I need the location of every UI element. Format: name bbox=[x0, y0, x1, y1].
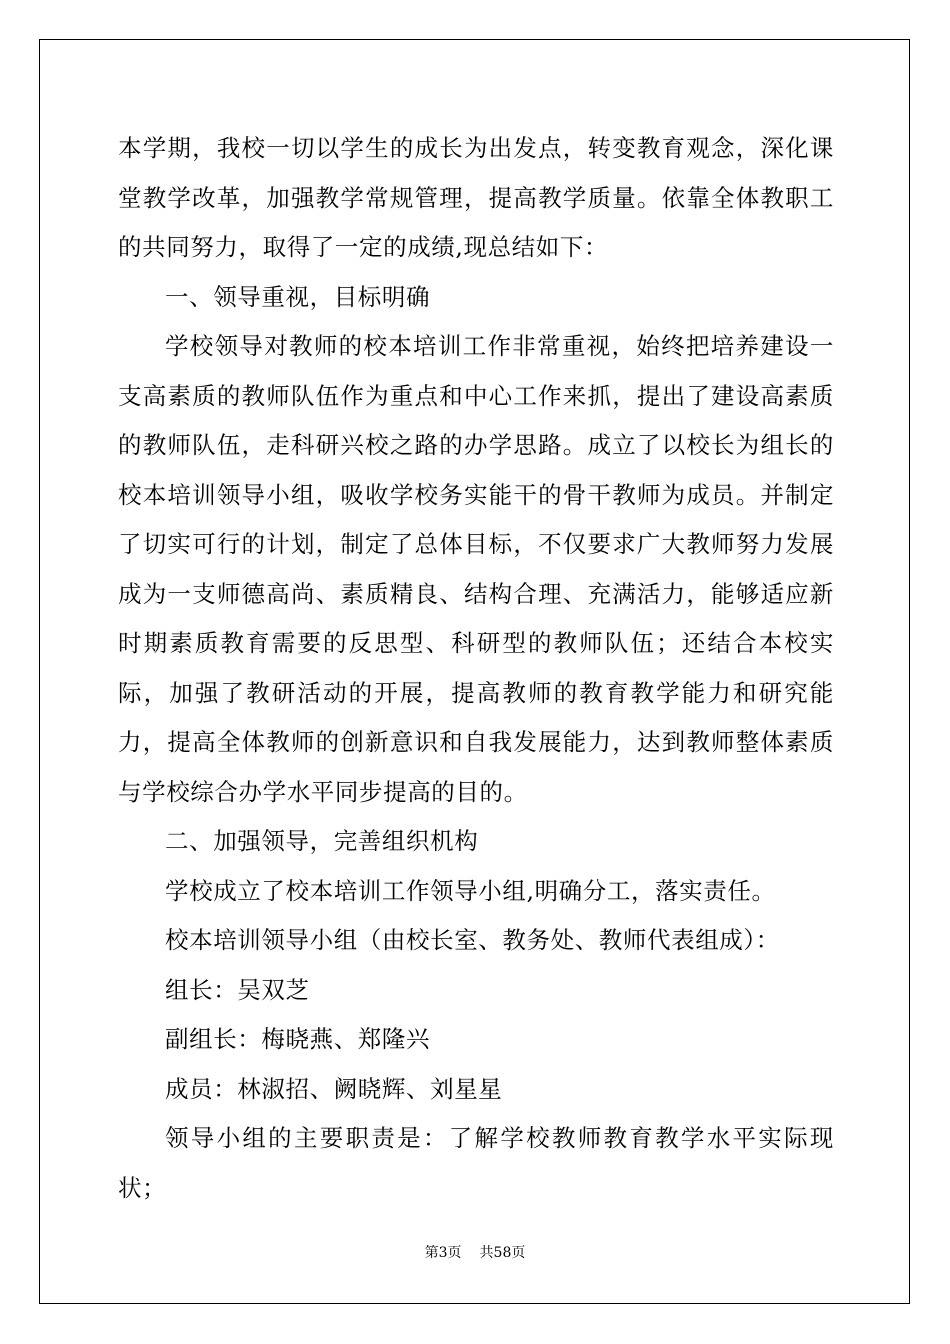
paragraph-group-composition: 校本培训领导小组（由校长室、教务处、教师代表组成）： bbox=[165, 926, 780, 954]
section-heading-1: 一、领导重视，目标明确 bbox=[165, 282, 431, 311]
paragraph-duties: 领导小组的主要职责是：了解学校教师教育教学水平实际现状； bbox=[118, 1124, 834, 1202]
document-body bbox=[118, 124, 834, 1213]
paragraph-vice-leaders: 副组长：梅晓燕、郑隆兴 bbox=[165, 1025, 431, 1053]
section-heading-2: 二、加强领导，完善组织机构 bbox=[165, 827, 479, 855]
paragraph-section-2: 学校成立了校本培训工作领导小组,明确分工，落实责任。 bbox=[165, 876, 776, 905]
paragraph-section-1: 学校领导对教师的校本培训工作非常重视，始终把培养建设一支高素质的教师队伍作为重点和中心工作来抓，提出了建设高素质的教师队伍，走科研兴校之路的办学思路。成立了以校长为组长的校本培训领导小组，吸收学校务实能干的骨干教师为成员。并制定了切实可行的计划，制定了总体目标，不仅要求广大教师努力发展成为一支师德高尚、素质精良、结构合理、充满活力，能够适应新时期素质教育需要的反思型、科研型的教师队伍；还结合本校实际，加强了教研活动的开展，提高教师的教育教学能力和研究能力，提高全体教师的创新意识和自我发展能力，达到教师整体素质与学校综合办学水平同步提高的目的。 bbox=[118, 332, 834, 806]
page-footer bbox=[0, 1242, 950, 1262]
paragraph-group-leader: 组长：吴双芝 bbox=[165, 975, 310, 1004]
paragraph-intro: 本学期，我校一切以学生的成长为出发点，转变教育观念，深化课堂教学改革，加强教学常规管理，提高教学质量。依靠全体教职工的共同努力，取得了一定的成绩,现总结如下： bbox=[118, 134, 834, 261]
total-page-count: 共58页 bbox=[479, 1245, 526, 1261]
current-page-number: 第3页 bbox=[424, 1245, 462, 1261]
paragraph-members: 成员：林淑招、阙晓辉、刘星星 bbox=[165, 1074, 503, 1103]
